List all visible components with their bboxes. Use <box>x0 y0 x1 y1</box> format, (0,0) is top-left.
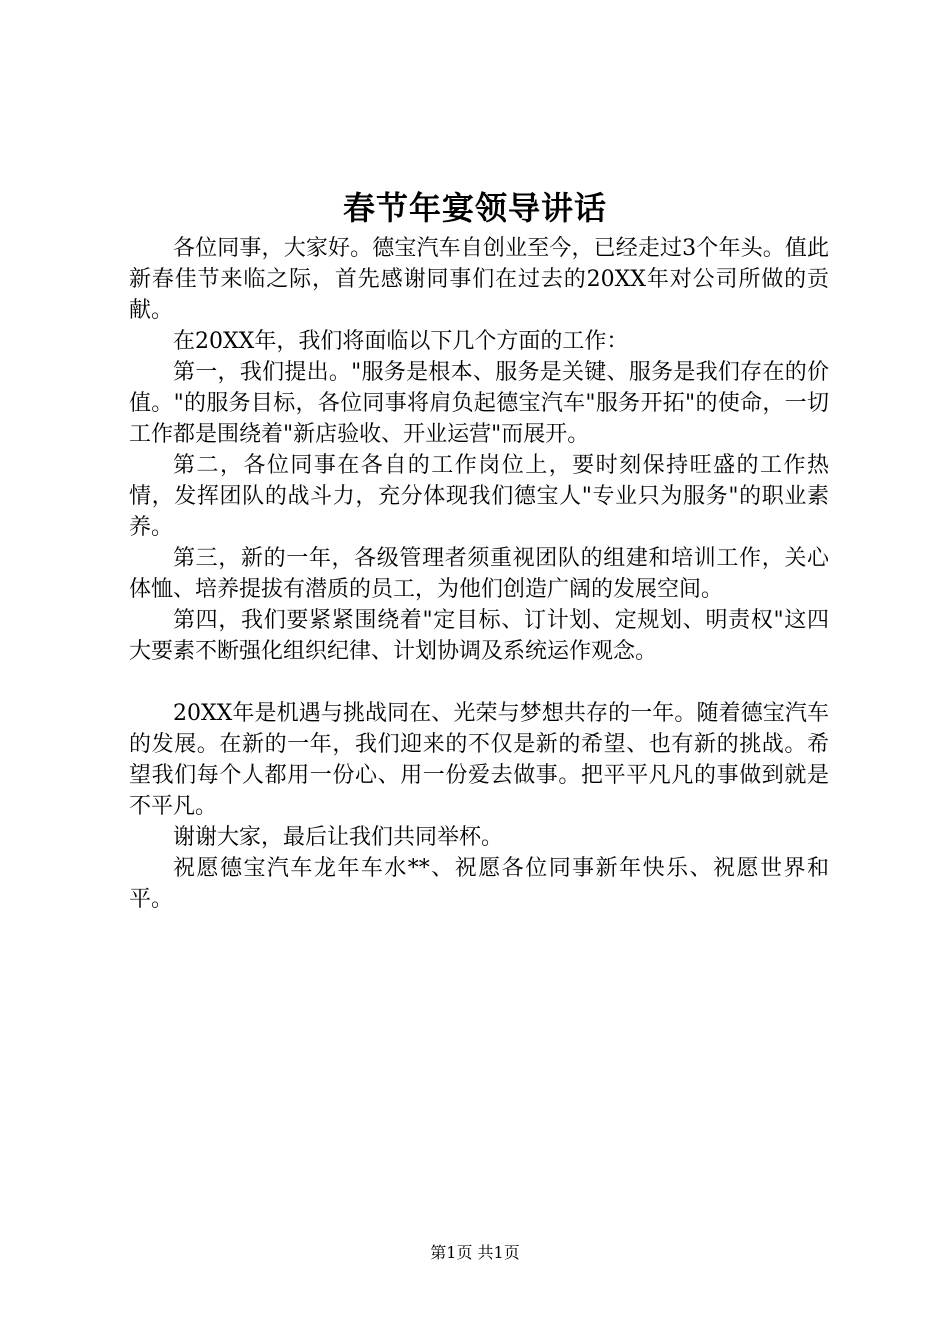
paragraph-fourth: 第四，我们要紧紧围绕着"定目标、订计划、定规划、明责权"这四大要素不断强化组织纪律、计划协调及系统运作观念。 <box>129 608 829 664</box>
paragraph-intro-tasks: 在20XX年，我们将面临以下几个方面的工作： <box>173 329 629 354</box>
paragraph-third: 第三，新的一年，各级管理者须重视团队的组建和培训工作，关心体恤、培养提拔有潜质的员工，为他们创造广阔的发展空间。 <box>129 546 829 602</box>
document-body <box>129 233 829 915</box>
paragraph-second: 第二，各位同事在各自的工作岗位上，要时刻保持旺盛的工作热情，发挥团队的战斗力，充分体现我们德宝人"专业只为服务"的职业素养。 <box>129 453 829 540</box>
paragraph-wishes: 祝愿德宝汽车龙年车水**、祝愿各位同事新年快乐、祝愿世界和平。 <box>129 856 829 912</box>
document-title: 春节年宴领导讲话 <box>342 189 607 227</box>
paragraph-greeting: 各位同事，大家好。德宝汽车自创业至今，已经走过3个年头。值此新春佳节来临之际，首先感谢同事们在过去的20XX年对公司所做的贡献。 <box>129 236 829 323</box>
paragraph-thanks: 谢谢大家，最后让我们共同举杯。 <box>173 825 504 850</box>
paragraph-outlook: 20XX年是机遇与挑战同在、光荣与梦想共存的一年。随着德宝汽车的发展。在新的一年，我们迎来的不仅是新的希望、也有新的挑战。希望我们每个人都用一份心、用一份爱去做事。把平平凡凡的事做到就是不平凡。 <box>129 701 829 819</box>
page-number-footer: 第1页 共1页 <box>430 1243 520 1262</box>
paragraph-first: 第一，我们提出。"服务是根本、服务是关键、服务是我们存在的价值。"的服务目标，各位同事将肩负起德宝汽车"服务开拓"的使命，一切工作都是围绕着"新店验收、开业运营"而展开。 <box>129 360 829 447</box>
